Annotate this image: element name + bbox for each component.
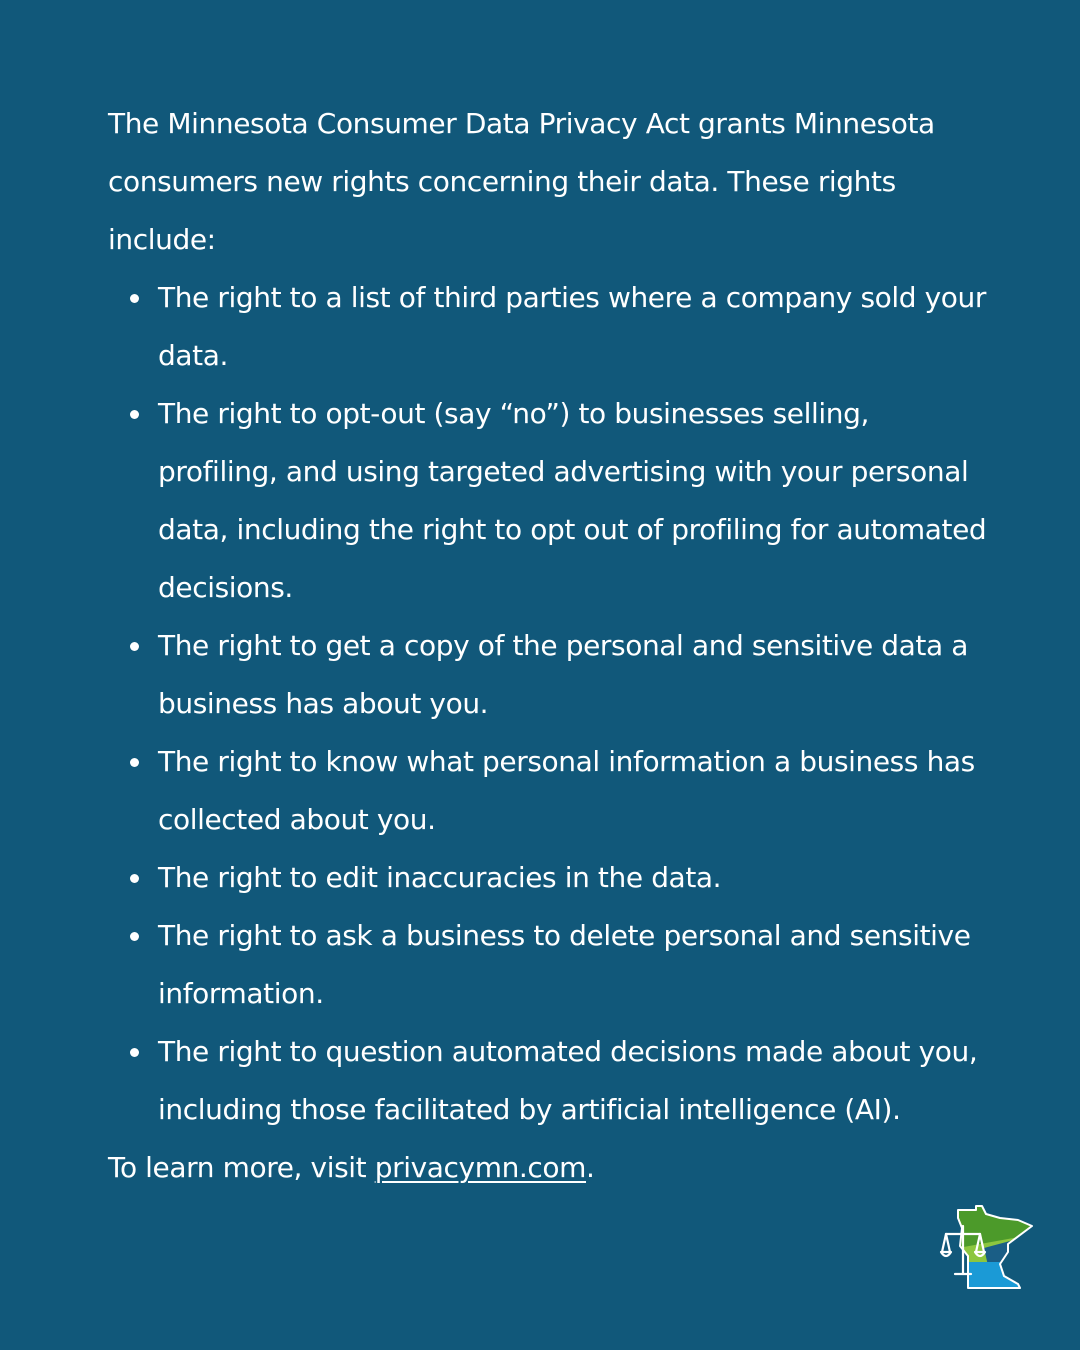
list-item: The right to get a copy of the personal and sensitive data a business has about you. — [158, 617, 988, 733]
learn-more-suffix: . — [586, 1151, 595, 1184]
learn-more-text — [108, 1139, 988, 1197]
privacymn-link[interactable]: privacymn.com — [374, 1151, 587, 1184]
main-content — [108, 95, 988, 1197]
rights-list — [108, 269, 988, 1139]
minnesota-scales-icon — [938, 1204, 1036, 1292]
list-item: The right to know what personal information a business has collected about you. — [158, 733, 988, 849]
list-item: The right to ask a business to delete personal and sensitive information. — [158, 907, 988, 1023]
learn-more-prefix: To learn more, visit — [108, 1151, 375, 1184]
list-item: The right to question automated decisions made about you, including those facilitated by artificial intelligence (AI). — [158, 1023, 988, 1139]
list-item: The right to edit inaccuracies in the data. — [158, 849, 988, 907]
list-item: The right to a list of third parties where a company sold your data. — [158, 269, 988, 385]
intro-text: The Minnesota Consumer Data Privacy Act grants Minnesota consumers new rights concerning their data. These rights include: — [108, 107, 935, 256]
list-item: The right to opt-out (say “no”) to businesses selling, profiling, and using targeted advertising with your personal data, including the right to opt out of profiling for automated decisions. — [158, 385, 988, 617]
